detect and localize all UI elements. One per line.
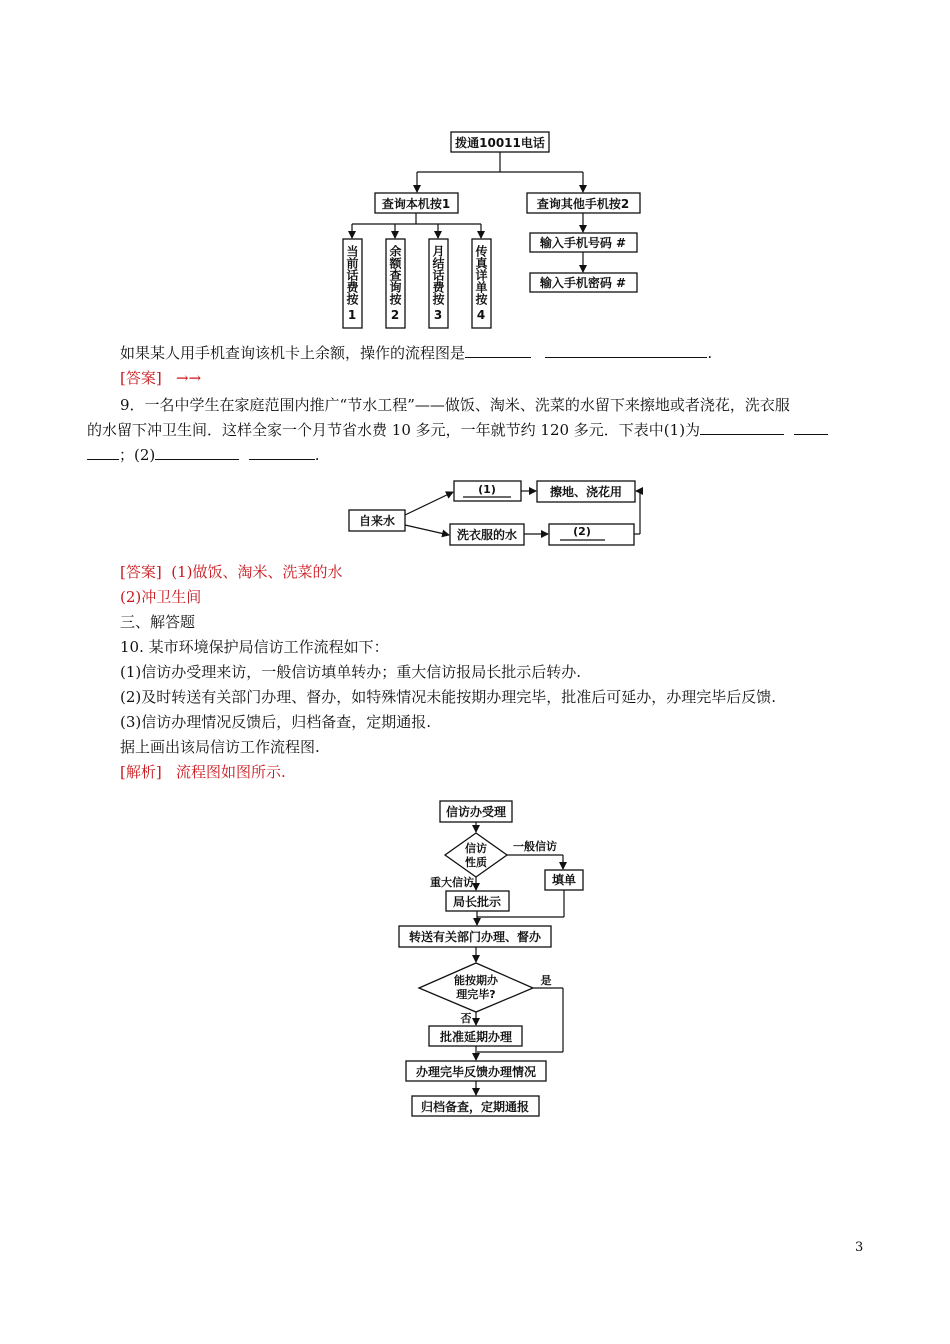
decision-petition-type <box>445 833 507 877</box>
input-password-text: 输入手机密码 # <box>539 276 627 290</box>
leaf-num-1: 1 <box>347 308 357 322</box>
q9-line3-end: . <box>314 446 320 464</box>
q9-answer-label: [答案] <box>120 563 162 581</box>
q10-title: 10. 某市环境保护局信访工作流程如下： <box>120 638 389 656</box>
query-other-text: 查询其他手机按2 <box>536 197 630 211</box>
decision1-line1: 信访 <box>465 842 487 855</box>
q9-answer1-text: (1)做饭、淘米、洗菜的水 <box>171 563 343 581</box>
start-text: 信访办受理 <box>445 805 507 819</box>
q8-text: 如果某人用手机查询该机卡上余额，操作的流程图是 <box>120 344 466 362</box>
decision2-line1: 能按期办 <box>454 974 498 987</box>
decision2-line2: 理完毕? <box>456 988 496 1001</box>
q9-line1: 9．一名中学生在家庭范围内推广“节水工程”——做饭、淘米、洗菜的水留下来擦地或者浇花，洗衣服 <box>120 396 790 414</box>
q9-line3-sep: ；(2) <box>119 446 156 464</box>
input-number-text: 输入手机号码 # <box>539 236 627 250</box>
mop-text: 擦地、浇花用 <box>549 485 623 499</box>
q9-answer-2: (2)冲卫生间 <box>120 588 202 606</box>
label-no: 否 <box>460 1012 472 1025</box>
leaf-text-2: 余额查询按 2 <box>388 245 402 322</box>
fill-form-text: 填单 <box>551 873 577 887</box>
decision1-line2: 性质 <box>465 856 487 869</box>
laundry-text: 洗衣服的水 <box>456 528 518 542</box>
leaf-text-3: 月结话费按 3 <box>431 245 445 322</box>
director-text: 局长批示 <box>452 895 502 909</box>
archive-text: 归档备查，定期通报 <box>420 1100 530 1114</box>
leaf-num-2: 2 <box>390 308 400 322</box>
q8-answer-label: [答案] <box>120 369 162 387</box>
blank2-label: (2) <box>573 525 591 538</box>
section-three: 三、解答题 <box>120 613 196 631</box>
leaf-num-3: 3 <box>433 308 443 322</box>
q10-analysis-text: 流程图如图所示. <box>176 763 286 781</box>
dial-text: 拨通10011电话 <box>455 136 545 150</box>
label-yes: 是 <box>540 974 552 987</box>
tap-water-text: 自来水 <box>358 514 396 528</box>
feedback-text: 办理完毕反馈办理情况 <box>415 1065 537 1079</box>
q10-analysis-label: [解析] <box>120 763 162 781</box>
q10-item-3: (3)信访办理情况反馈后，归档备查，定期通报. <box>120 713 432 731</box>
leaf-text-4: 传真详单按 4 <box>474 245 488 322</box>
q8-answer-arrows: →→ <box>176 369 202 387</box>
query-self-text: 查询本机按1 <box>381 197 451 211</box>
extend-text: 批准延期办理 <box>439 1030 513 1044</box>
leaf-num-4: 4 <box>476 308 486 322</box>
label-major: 重大信访 <box>430 876 474 889</box>
transfer-text: 转送有关部门办理、督办 <box>408 930 542 944</box>
blank1-label: (1) <box>478 483 496 496</box>
leaf-text-1: 当前话费按 1 <box>345 245 359 322</box>
q10-ask: 据上画出该局信访工作流程图. <box>120 738 320 756</box>
page-number: 3 <box>855 1240 864 1255</box>
q8-end: . <box>707 344 713 362</box>
q10-item-1: (1)信访办受理来访，一般信访填单转办；重大信访报局长批示后转办. <box>120 663 582 681</box>
q10-item-2: (2)及时转送有关部门办理、督办，如特殊情况未能按期办理完毕，批准后可延办，办理完毕后反馈. <box>120 688 777 706</box>
q9-line2-text: 的水留下冲卫生间．这样全家一个月节省水费 10 多元，一年就节约 120 多元．下表中(1)为 <box>87 421 701 439</box>
label-general: 一般信访 <box>513 840 557 853</box>
